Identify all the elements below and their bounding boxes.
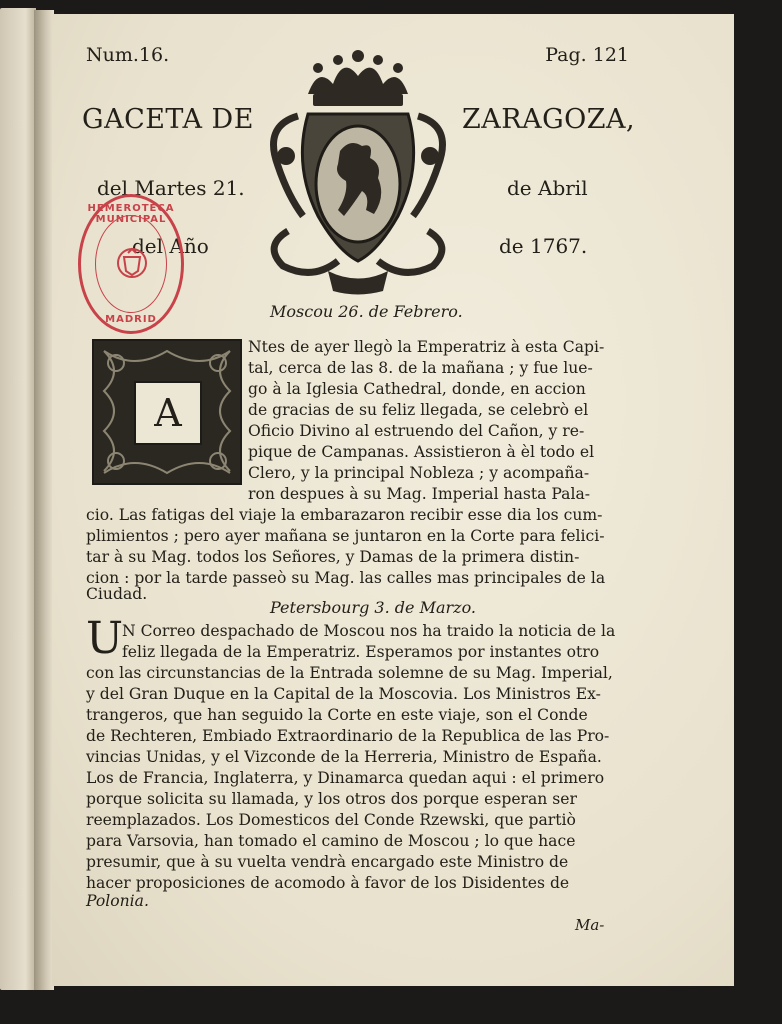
text-line: Oficio Divino al estruendo del Cañon, y re- xyxy=(248,422,585,440)
text-line: pique de Campanas. Assistieron à èl todo el xyxy=(248,443,595,461)
stamp-bottom-text: MADRID xyxy=(105,314,157,325)
book-spine xyxy=(34,10,54,990)
facing-page-edge xyxy=(0,8,36,990)
stamp-seal-icon xyxy=(114,245,150,281)
text-line: cion : por la tarde passeò su Mag. las calles mas principales de la xyxy=(86,569,606,587)
stamp-top-text: HEMEROTECA MUNICIPAL xyxy=(87,203,175,225)
decorated-initial xyxy=(92,339,242,485)
text-line: y del Gran Duque en la Capital de la Moscovia. Los Ministros Ex- xyxy=(86,685,601,703)
text-line: feliz llegada de la Emperatriz. Esperamos por instantes otro xyxy=(122,643,600,661)
text-line: ron despues à su Mag. Imperial hasta Pala- xyxy=(248,485,591,503)
text-line: tal, cerca de las 8. de la mañana ; y fue lue- xyxy=(248,359,593,377)
text-line: vincias Unidas, y el Vizconde de la Herreria, Ministro de España. xyxy=(86,748,602,766)
text-line: go à la Iglesia Cathedral, donde, en accion xyxy=(248,380,586,398)
article-dateline-moscow: Moscou 26. de Febrero. xyxy=(270,302,463,321)
gazette-page xyxy=(52,14,734,986)
masthead-title-right: ZARAGOZA, xyxy=(462,104,636,135)
library-stamp xyxy=(78,194,184,334)
masthead-title-left: GACETA DE xyxy=(82,104,254,135)
initial-letter: A xyxy=(134,381,202,445)
text-line: Polonia. xyxy=(86,892,149,910)
text-line: tar à su Mag. todos los Señores, y Damas de la primera distin- xyxy=(86,548,580,566)
text-line: cio. Las fatigas del viaje la embarazaron recibir esse dia los cum- xyxy=(86,506,603,524)
text-line: hacer proposiciones de acomodo à favor de los Disidentes de xyxy=(86,874,570,892)
page-number: Pag. 121 xyxy=(545,44,629,66)
text-line: trangeros, que han seguido la Corte en este viaje, son el Conde xyxy=(86,706,588,724)
text-line: Los de Francia, Inglaterra, y Dinamarca quedan aqui : el primero xyxy=(86,769,605,787)
text-line: plimientos ; pero ayer mañana se juntaron en la Corte para felici- xyxy=(86,527,605,545)
text-line: porque solicita su llamada, y los otros dos porque esperan ser xyxy=(86,790,577,808)
coat-of-arms-icon xyxy=(258,46,458,296)
text-line-ciudad: Ciudad. xyxy=(86,585,148,603)
text-line: para Varsovia, han tomado el camino de Moscou ; lo que hace xyxy=(86,832,576,850)
issue-year-label: del Año xyxy=(132,234,209,258)
issue-date-weekday: del Martes 21. xyxy=(97,176,245,200)
text-line: reemplazados. Los Domesticos del Conde Rzewski, que partiò xyxy=(86,811,576,829)
issue-number: Num.16. xyxy=(86,44,170,66)
text-line: presumir, que à su vuelta vendrà encargado este Ministro de xyxy=(86,853,569,871)
issue-year: de 1767. xyxy=(499,234,588,258)
article-dateline-petersburg: Petersbourg 3. de Marzo. xyxy=(270,598,477,617)
text-line: N Correo despachado de Moscou nos ha traido la noticia de la xyxy=(122,622,616,640)
text-line: Clero, y la principal Nobleza ; y acompaña- xyxy=(248,464,590,482)
initial-letter-u: U xyxy=(86,613,124,664)
text-line: con las circunstancias de la Entrada solemne de su Mag. Imperial, xyxy=(86,664,613,682)
text-line: de Rechteren, Embiado Extraordinario de la Republica de las Pro- xyxy=(86,727,610,745)
text-line: Ntes de ayer llegò la Emperatriz à esta Capi- xyxy=(248,338,605,356)
issue-date-month: de Abril xyxy=(507,176,588,200)
catchword: Ma- xyxy=(575,916,605,934)
text-line: de gracias de su feliz llegada, se celebrò el xyxy=(248,401,589,419)
